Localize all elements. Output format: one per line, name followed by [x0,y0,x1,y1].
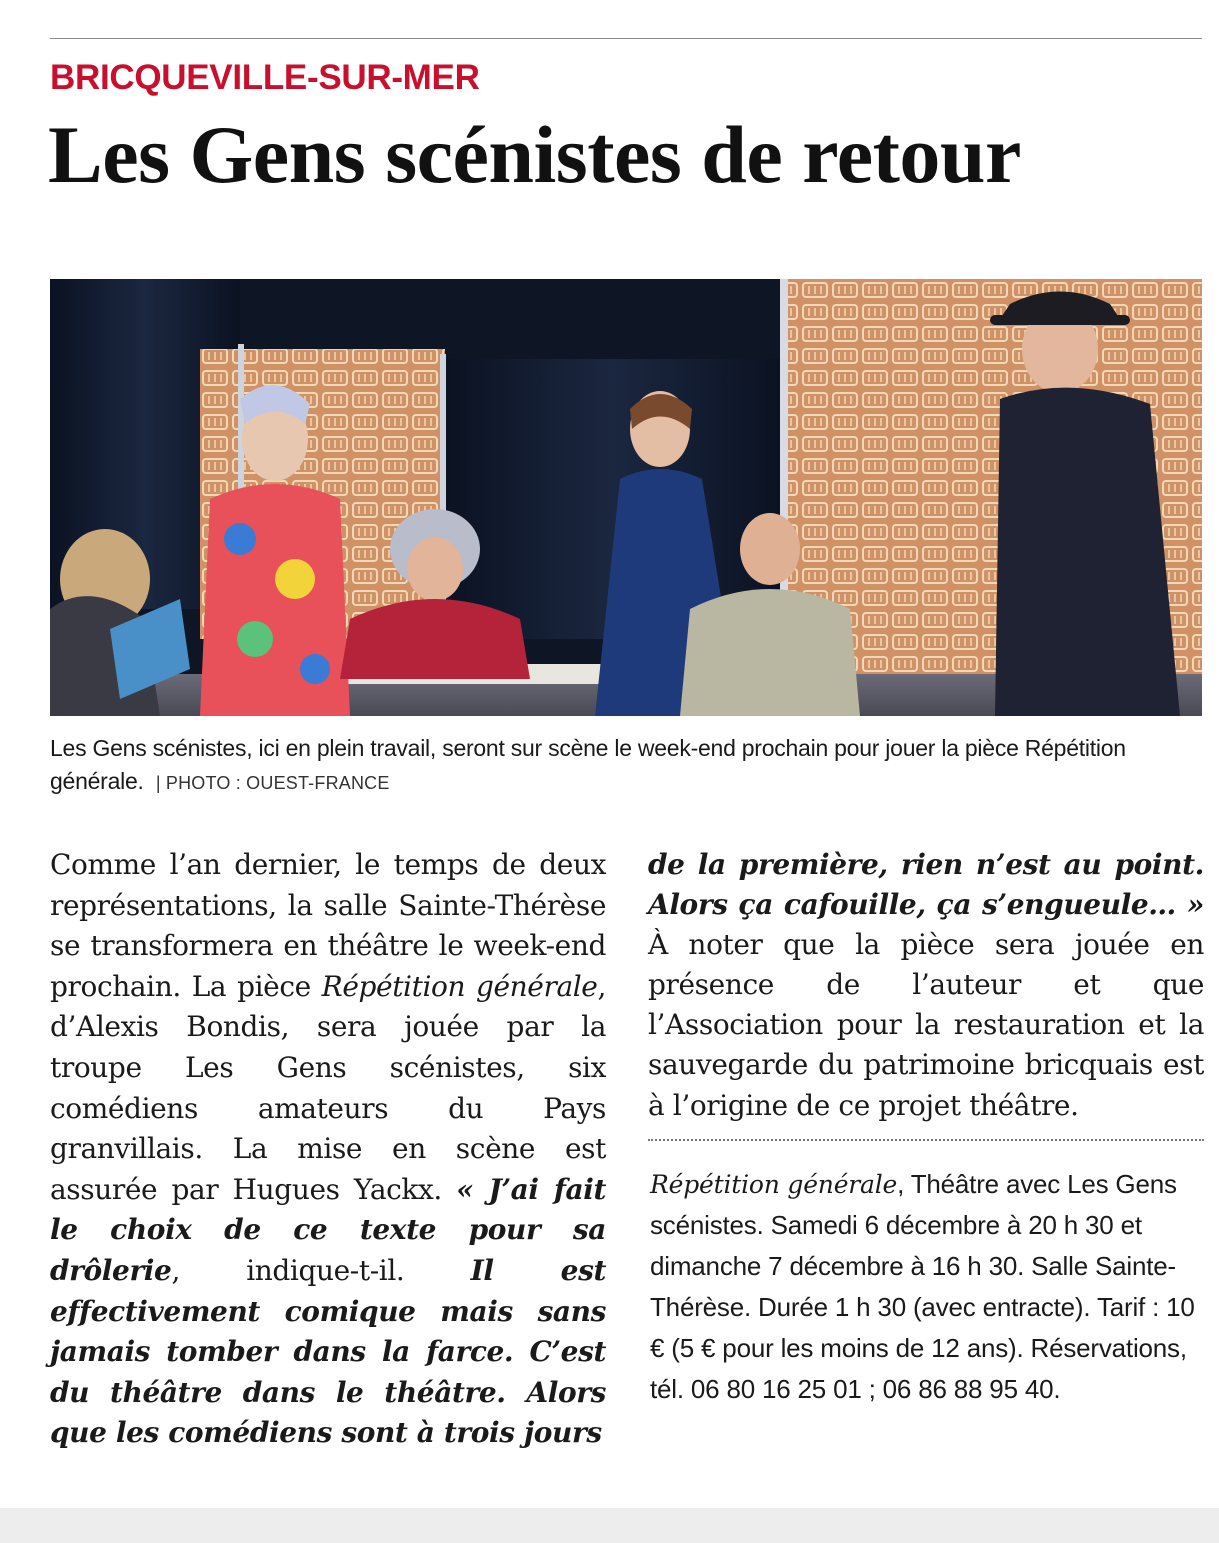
article-body-column-2 [648,845,1204,1126]
article-body-column-1 [50,845,606,1454]
body-text: Comme l’an dernier, le temps de deux représentations, la salle Sainte-Thérèse se transformera en théâtre le week-end prochain. La pièce [50,848,606,1003]
info-text: , Théâtre avec Les Gens scénistes. Samedi 6 décembre à 20 h 30 et dimanche 7 décembre à 16 h 30. Salle Sainte-Thérèse. Durée 1 h 30 (avec entracte). Tarif : 10 € (5 € pour les moins de 12 ans). Réservations, tél. 06 80 16 25 01 ; 06 86 88 95 40. [650,1169,1195,1404]
bottom-band [0,1508,1219,1543]
quote: « J’ai fait le choix de ce texte pour sa drôlerie [50,1172,606,1287]
quote: Il est effectivement comique mais sans jamais tomber dans la farce. C’est du théâtre dans le théâtre. Alors que les comédiens sont à trois jours [50,1253,606,1450]
photo-caption [50,732,1200,800]
caption-text: Les Gens scénistes, ici en plein travail, seront sur scène le week-end prochain pour jouer la pièce Répétition générale. [50,735,1126,794]
top-rule [50,38,1202,39]
body-text: , indique-t-il. [171,1253,471,1287]
stage-scene-illustration [50,279,1202,716]
article-paragraph-2 [648,845,1204,1126]
kicker-location: BRICQUEVILLE-SUR-MER [50,58,480,97]
photo-credit: | PHOTO : OUEST-FRANCE [155,773,390,793]
play-title: Répétition générale [321,969,598,1003]
dotted-separator [648,1139,1204,1141]
quote: de la première, rien n’est au point. Alors ça cafouille, ça s’engueule… » [648,848,1204,922]
info-play-title: Répétition générale [650,1170,898,1199]
article-paragraph-1 [50,845,606,1454]
article-photo [50,279,1202,716]
practical-info [650,1164,1206,1410]
body-text: À noter que la pièce sera jouée en présence de l’auteur et que l’Association pour la restauration et la sauvegarde du patrimoine bricquais est à l’origine de ce projet théâtre. [648,928,1204,1122]
headline: Les Gens scénistes de retour [48,109,1021,200]
body-text: , d’Alexis Bondis, sera jouée par la troupe Les Gens scénistes, six comédiens amateurs du Pays granvillais. La mise en scène est assurée par Hugues Yackx. [50,969,606,1206]
